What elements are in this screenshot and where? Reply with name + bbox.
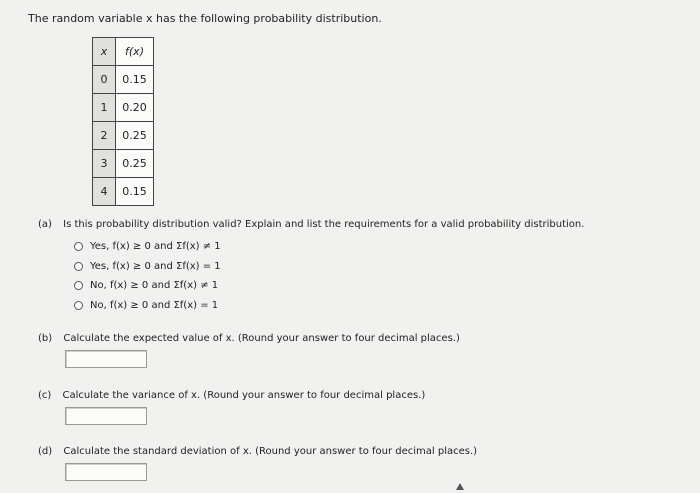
cell-x: 0: [93, 66, 116, 94]
question-a-text: Is this probability distribution valid? Explain and list the requirements for a valid probability distribution.: [63, 219, 585, 230]
radio-button[interactable]: [74, 242, 83, 251]
option-1[interactable]: [74, 237, 221, 257]
probability-table: [92, 37, 154, 206]
question-a: [38, 219, 584, 230]
radio-button[interactable]: [74, 281, 83, 290]
cell-fx: 0.25: [116, 150, 154, 178]
table-row: [93, 122, 154, 150]
option-3[interactable]: [74, 276, 221, 296]
cell-x: 4: [93, 178, 116, 206]
question-a-options: [74, 237, 221, 315]
mouse-cursor-icon: [456, 483, 464, 490]
question-d-text: Calculate the standard deviation of x. (Round your answer to four decimal places.): [63, 446, 478, 457]
cell-x: 1: [93, 94, 116, 122]
radio-button[interactable]: [74, 301, 83, 310]
table-row: [93, 66, 154, 94]
option-2-label: Yes, f(x) ≥ 0 and Σf(x) = 1: [90, 260, 221, 272]
question-b-letter: (b): [38, 333, 53, 344]
question-c: [38, 390, 425, 401]
cell-fx: 0.15: [116, 178, 154, 206]
question-c-letter: (c): [38, 390, 52, 401]
header-x: x: [93, 38, 116, 66]
answer-b-input[interactable]: [65, 350, 147, 368]
option-3-label: No, f(x) ≥ 0 and Σf(x) ≠ 1: [90, 280, 219, 292]
cell-x: 3: [93, 150, 116, 178]
radio-button[interactable]: [74, 262, 83, 271]
question-d-letter: (d): [38, 446, 53, 457]
problem-intro: The random variable x has the following probability distribution.: [28, 12, 382, 25]
option-4-label: No, f(x) ≥ 0 and Σf(x) = 1: [90, 299, 219, 311]
table-row: [93, 178, 154, 206]
cell-fx: 0.15: [116, 66, 154, 94]
option-4[interactable]: [74, 296, 221, 316]
cell-x: 2: [93, 122, 116, 150]
header-fx: f(x): [116, 38, 154, 66]
answer-d-input[interactable]: [65, 463, 147, 481]
answer-c-input[interactable]: [65, 407, 147, 425]
option-1-label: Yes, f(x) ≥ 0 and Σf(x) ≠ 1: [90, 241, 221, 253]
question-a-letter: (a): [38, 219, 52, 230]
table-row: [93, 150, 154, 178]
question-b-text: Calculate the expected value of x. (Round your answer to four decimal places.): [63, 333, 460, 344]
cell-fx: 0.25: [116, 122, 154, 150]
option-2[interactable]: [74, 257, 221, 277]
table-row: [93, 94, 154, 122]
question-b: [38, 333, 460, 344]
table-header-row: [93, 38, 154, 66]
cell-fx: 0.20: [116, 94, 154, 122]
question-d: [38, 446, 477, 457]
question-c-text: Calculate the variance of x. (Round your answer to four decimal places.): [62, 390, 426, 401]
